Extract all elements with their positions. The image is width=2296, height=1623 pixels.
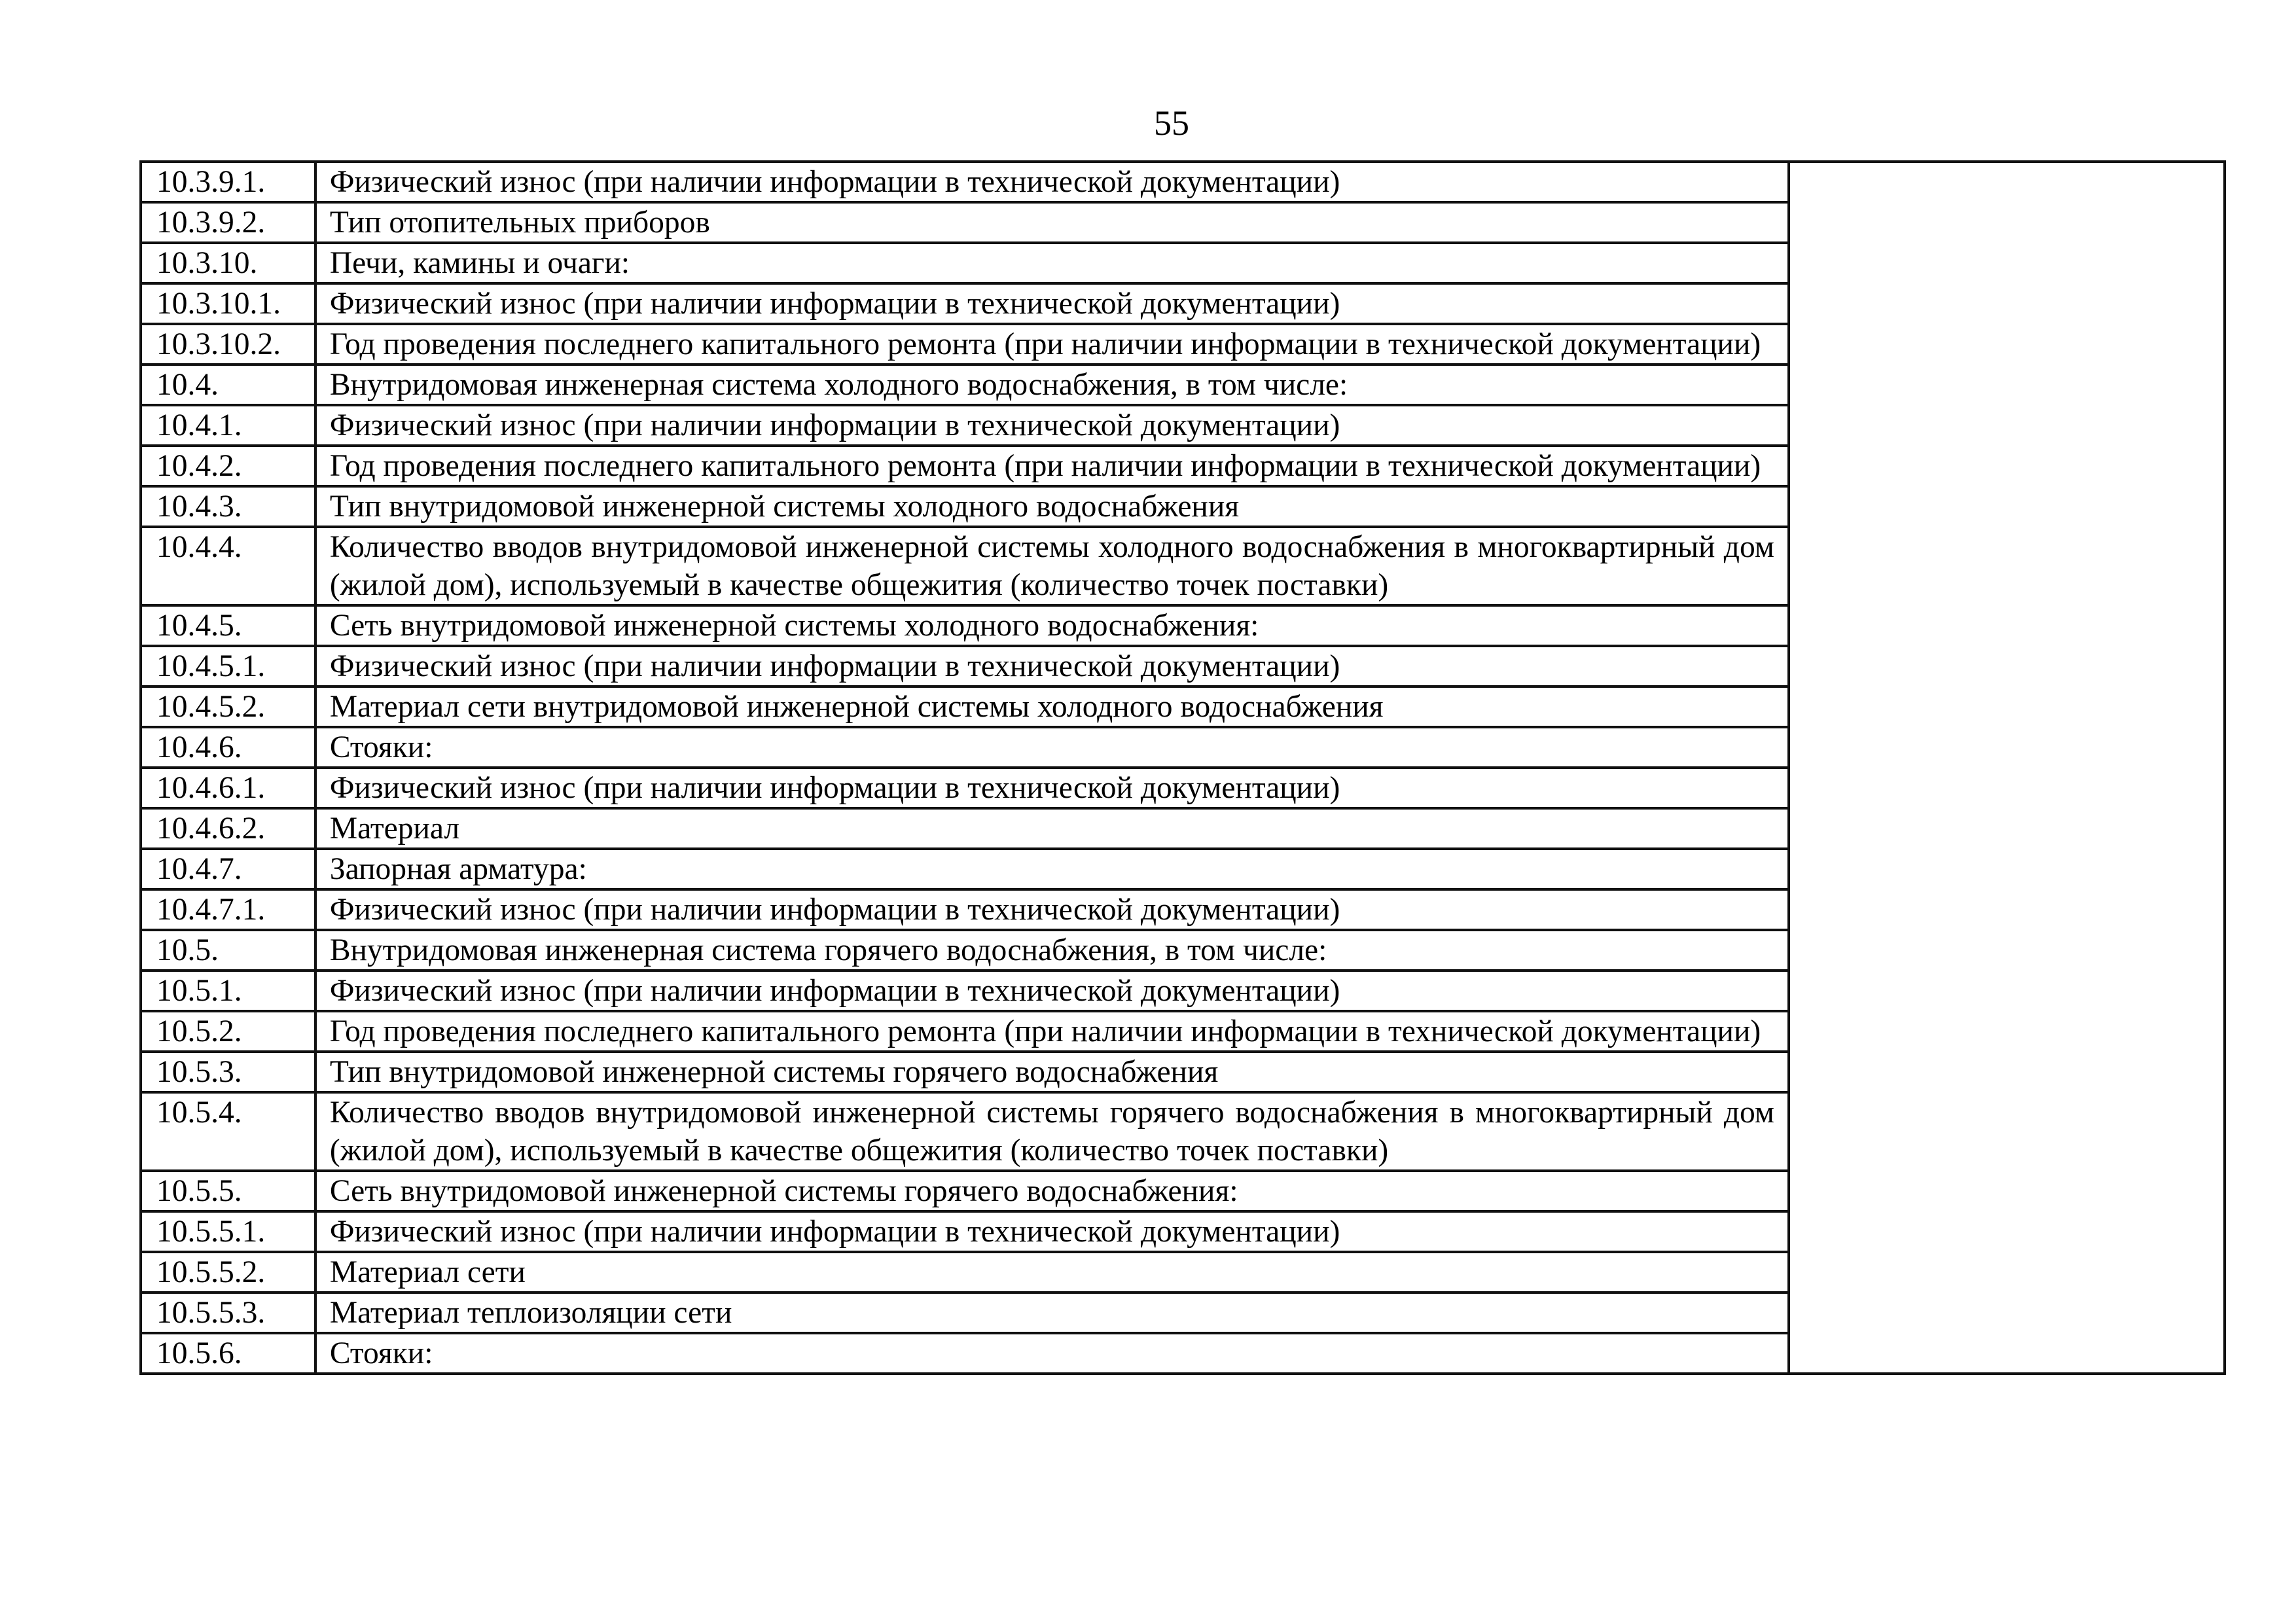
- item-description: Физический износ (при наличии информации в технической документации): [315, 1211, 1789, 1252]
- item-description: Материал сети внутридомовой инженерной системы холодного водоснабжения: [315, 687, 1789, 727]
- item-number: 10.3.9.2.: [141, 202, 315, 243]
- item-description: Стояки:: [315, 1333, 1789, 1374]
- item-number: 10.4.6.1.: [141, 768, 315, 808]
- item-description: Материал теплоизоляции сети: [315, 1293, 1789, 1333]
- item-number: 10.5.5.1.: [141, 1211, 315, 1252]
- item-number: 10.4.5.: [141, 605, 315, 646]
- item-description: Стояки:: [315, 727, 1789, 768]
- item-description: Год проведения последнего капитального ремонта (при наличии информации в технической документации): [315, 1011, 1789, 1052]
- item-number: 10.3.10.2.: [141, 324, 315, 365]
- item-description: Физический износ (при наличии информации в технической документации): [315, 646, 1789, 687]
- item-number: 10.5.5.: [141, 1171, 315, 1211]
- item-number: 10.5.5.2.: [141, 1252, 315, 1293]
- item-description: Сеть внутридомовой инженерной системы холодного водоснабжения:: [315, 605, 1789, 646]
- item-number: 10.4.2.: [141, 446, 315, 486]
- item-number: 10.4.3.: [141, 486, 315, 527]
- item-number: 10.5.4.: [141, 1092, 315, 1171]
- item-description: Физический износ (при наличии информации в технической документации): [315, 162, 1789, 202]
- item-number: 10.4.6.: [141, 727, 315, 768]
- item-number: 10.5.6.: [141, 1333, 315, 1374]
- item-number: 10.3.9.1.: [141, 162, 315, 202]
- item-description: Год проведения последнего капитального ремонта (при наличии информации в технической документации): [315, 324, 1789, 365]
- table-body: [141, 162, 2225, 1374]
- item-number: 10.5.5.3.: [141, 1293, 315, 1333]
- item-number: 10.4.5.1.: [141, 646, 315, 687]
- item-description: Сеть внутридомовой инженерной системы горячего водоснабжения:: [315, 1171, 1789, 1211]
- item-number: 10.4.7.1.: [141, 889, 315, 930]
- item-description: Физический износ (при наличии информации в технической документации): [315, 283, 1789, 324]
- item-description: Материал: [315, 808, 1789, 849]
- item-number: 10.4.5.2.: [141, 687, 315, 727]
- item-description: Печи, камины и очаги:: [315, 243, 1789, 283]
- item-description: Физический износ (при наличии информации в технической документации): [315, 971, 1789, 1011]
- item-description: Год проведения последнего капитального ремонта (при наличии информации в технической документации): [315, 446, 1789, 486]
- item-description: Запорная арматура:: [315, 849, 1789, 889]
- item-description: Физический износ (при наличии информации в технической документации): [315, 889, 1789, 930]
- value-column-cell: [1789, 162, 2225, 1374]
- item-description: Тип отопительных приборов: [315, 202, 1789, 243]
- item-description: Физический износ (при наличии информации в технической документации): [315, 768, 1789, 808]
- item-description: Количество вводов внутридомовой инженерной системы холодного водоснабжения в многоквартирный дом (жилой дом), используемый в качестве общежития (количество точек поставки): [315, 527, 1789, 605]
- item-number: 10.5.1.: [141, 971, 315, 1011]
- item-description: Тип внутридомовой инженерной системы холодного водоснабжения: [315, 486, 1789, 527]
- item-number: 10.4.: [141, 365, 315, 405]
- item-number: 10.5.2.: [141, 1011, 315, 1052]
- item-description: Материал сети: [315, 1252, 1789, 1293]
- item-number: 10.4.1.: [141, 405, 315, 446]
- item-description: Внутридомовая инженерная система горячего водоснабжения, в том числе:: [315, 930, 1789, 971]
- page-number: 55: [1154, 103, 1189, 143]
- document-table: [139, 160, 2226, 1375]
- item-description: Внутридомовая инженерная система холодного водоснабжения, в том числе:: [315, 365, 1789, 405]
- item-number: 10.4.4.: [141, 527, 315, 605]
- item-description: Количество вводов внутридомовой инженерной системы горячего водоснабжения в многоквартирный дом (жилой дом), используемый в качестве общежития (количество точек поставки): [315, 1092, 1789, 1171]
- item-number: 10.4.7.: [141, 849, 315, 889]
- item-number: 10.4.6.2.: [141, 808, 315, 849]
- item-number: 10.5.3.: [141, 1052, 315, 1092]
- item-number: 10.5.: [141, 930, 315, 971]
- item-number: 10.3.10.1.: [141, 283, 315, 324]
- item-description: Физический износ (при наличии информации в технической документации): [315, 405, 1789, 446]
- item-number: 10.3.10.: [141, 243, 315, 283]
- item-description: Тип внутридомовой инженерной системы горячего водоснабжения: [315, 1052, 1789, 1092]
- table-row: [141, 162, 2225, 202]
